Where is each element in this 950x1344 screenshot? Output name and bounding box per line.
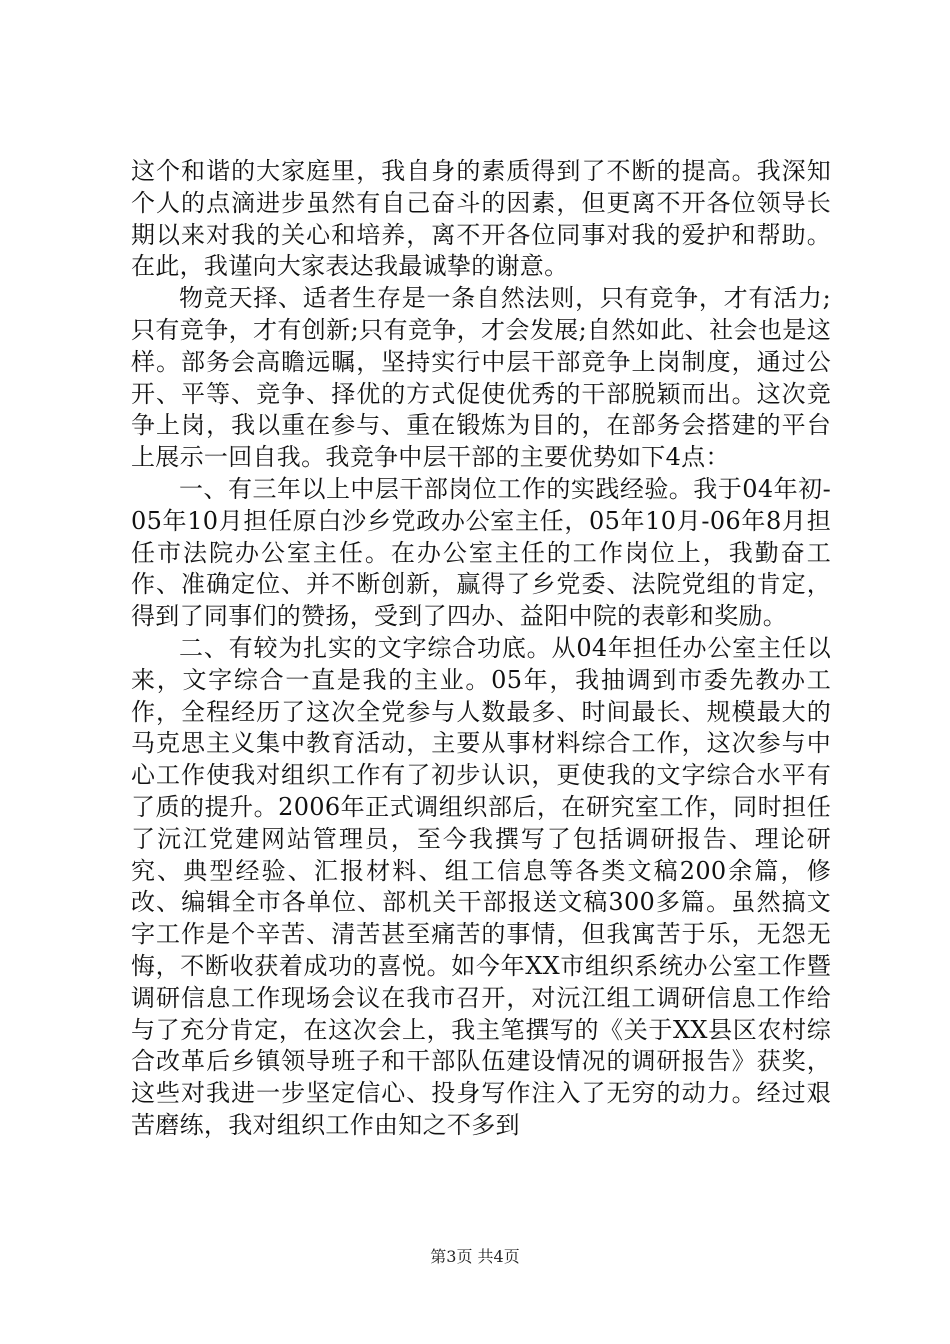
- paragraph-advantage-one: 一、有三年以上中层干部岗位工作的实践经验。我于04年初-05年10月担任原白沙乡党政办公室主任，05年10月-06年8月担任市法院办公室主任。在办公室主任的工作岗位上，我勤奋工作、准确定位、并不断创新，赢得了乡党委、法院党组的肯定，得到了同事们的赞扬，受到了四办、益阳中院的表彰和奖励。: [131, 474, 831, 631]
- page-number-footer: 第3页 共4页: [430, 1247, 520, 1266]
- paragraph-advantage-two: 二、有较为扎实的文字综合功底。从04年担任办公室主任以来，文字综合一直是我的主业。05年，我抽调到市委先教办工作，全程经历了这次全党参与人数最多、时间最长、规模最大的马克思主义集中教育活动，主要从事材料综合工作，这次参与中心工作使我对组织工作有了初步认识，更使我的文字综合水平有了质的提升。2006年正式调组织部后，在研究室工作，同时担任了沅江党建网站管理员，至今我撰写了包括调研报告、理论研究、典型经验、汇报材料、组工信息等各类文稿200余篇，修改、编辑全市各单位、部机关干部报送文稿300多篇。虽然搞文字工作是个辛苦、清苦甚至痛苦的事情，但我寓苦于乐，无怨无悔，不断收获着成功的喜悦。如今年XX市组织系统办公室工作暨调研信息工作现场会议在我市召开，对沅江组工调研信息工作给与了充分肯定，在这次会上，我主笔撰写的《关于XX县区农村综合改革后乡镇领导班子和干部队伍建设情况的调研报告》获奖，这些对我进一步坚定信心、投身写作注入了无穷的动力。经过艰苦磨练，我对组织工作由知之不多到: [131, 633, 831, 1139]
- paragraph-competition: 物竞天择、适者生存是一条自然法则，只有竞争，才有活力;只有竞争，才有创新;只有竞争，才会发展;自然如此、社会也是这样。部务会高瞻远瞩，坚持实行中层干部竞争上岗制度，通过公开、平等、竞争、择优的方式促使优秀的干部脱颖而出。这次竞争上岗，我以重在参与、重在锻炼为目的，在部务会搭建的平台上展示一回自我。我竞争中层干部的主要优势如下4点：: [131, 284, 831, 472]
- document-body: [131, 156, 831, 1142]
- paragraph-gratitude: 这个和谐的大家庭里，我自身的素质得到了不断的提高。我深知个人的点滴进步虽然有自己奋斗的因素，但更离不开各位领导长期以来对我的关心和培养，离不开各位同事对我的爱护和帮助。在此，我谨向大家表达我最诚挚的谢意。: [131, 157, 831, 281]
